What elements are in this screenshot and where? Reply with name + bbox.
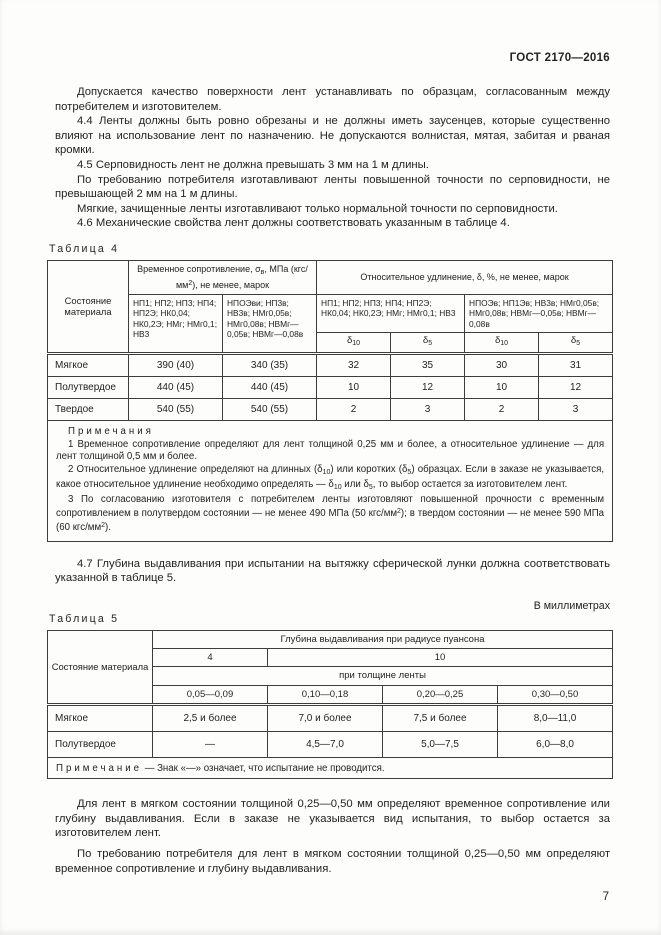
table5-units: В миллиметрах	[533, 599, 610, 612]
table4-delta10-header: $\delta_{10}$	[317, 332, 391, 353]
table4-value-cell: 10	[465, 376, 539, 398]
table5-row-soft	[48, 704, 613, 731]
paragraph-4-5a: По требованию потребителя изготавливают ленты повышенной точности по серповидности, не превышающей 2 мм на 1 м длины.	[55, 173, 610, 201]
paragraph-4-7: 4.7 Глубина выдавливания при испытании на вытяжку сферической лунки должна соответствовать указанной в таблице 5.	[55, 557, 610, 585]
table4-value-cell: 3	[539, 398, 613, 420]
table5-header-depth: Глубина выдавливания при радиусе пуансона	[153, 630, 613, 648]
table5-notes-row	[48, 757, 613, 778]
table4-notes-title: Примечания	[68, 425, 154, 437]
table4-value-cell: 12	[539, 376, 613, 398]
table4-note-1: 1 Временное сопротивление определяют для лент толщиной 0,25 мм и более, а относительное удлинение — для лент толщиной 0,5 мм и более.	[56, 439, 605, 463]
paragraph-4-4: 4.4 Ленты должны быть ровно обрезаны и не должны иметь заусенцев, которые существенно влияют на использование лент по назначению. Не допускаются волнистая, мятая, забитая и рваная кромки.	[55, 115, 610, 157]
table5-value-cell: 8,0—11,0	[498, 704, 613, 731]
table4-value-cell: 12	[391, 376, 465, 398]
table4-state-cell: Мягкое	[48, 353, 129, 376]
table4-marks-strength-2: НПОЭви; НП3в; НВ3в; НМг0,05в; НМг0,08в; НВМг—0,05в; НВМг—0,08в	[223, 294, 317, 353]
table5-radius-4: 4	[153, 649, 268, 667]
table5-value-cell: 4,5—7,0	[268, 731, 383, 757]
table4-header-state: Состояние материала	[48, 260, 129, 353]
table5	[47, 630, 613, 779]
table4-delta5-header: $\delta_5$	[539, 332, 613, 353]
table5-row-semihard	[48, 731, 613, 757]
table4-state-cell: Полутвердое	[48, 376, 129, 398]
table4-value-cell: 3	[391, 398, 465, 420]
table4-value-cell: 440 (45)	[223, 376, 317, 398]
table4-row-semihard	[48, 376, 613, 398]
table4-marks-strength-1: НП1; НП2; НП3; НП4; НП2Э; НК0,04; НК0,2Э; НМг; НМг0,1; НВ3	[129, 294, 223, 353]
paragraph-closing-2: По требованию потребителя для лент в мягком состоянии толщиной 0,25—0,50 мм определяют временное сопротивление и глубину выдавливания.	[55, 848, 610, 875]
table5-state-cell: Полутвердое	[48, 731, 153, 757]
table4-note-2: 2 Относительное удлинение определяют на длинных $(\delta_{10})$ или коротких $(\delta_5)$ образцах. Если в заказе не указывается, какое относительное удлинение необходимо определять — $\delta_{10}$ или $\delta_5$, то выбор остается за изготовителем лент.	[56, 463, 605, 491]
table5-radius-10: 10	[268, 649, 613, 667]
table5-value-cell: 7,5 и более	[383, 704, 498, 731]
table4	[47, 260, 613, 542]
table4-label: Таблица 4	[49, 242, 120, 255]
table4-row-hard	[48, 398, 613, 420]
table4-value-cell: 30	[465, 353, 539, 376]
paragraph-4-6: 4.6 Механические свойства лент должны соответствовать указанным в таблице 4.	[77, 217, 510, 230]
table4-header-strength: Временное сопротивление, $\sigma_в$, МПа $(кгс/мм^2)$, не менее, марок	[129, 260, 317, 294]
table5-thickness-range: 0,05—0,09	[153, 685, 268, 704]
table5-note	[48, 757, 613, 778]
paragraph-intro: Допускается качество поверхности лент устанавливать по образцам, согласованным между потребителем и изготовителем.	[55, 86, 610, 113]
table4-notes-row	[48, 420, 613, 541]
table4-value-cell: 2	[317, 398, 391, 420]
table5-header-row-1	[48, 630, 613, 648]
doc-number: ГОСТ 2170—2016	[509, 52, 610, 64]
table4-value-cell: 2	[465, 398, 539, 420]
table4-value-cell: 32	[317, 353, 391, 376]
paragraph-closing-1: Для лент в мягком состоянии толщиной 0,25—0,50 мм определяют временное сопротивление или глубину выдавливания. Если в заказе не указывается вид испытания, то выбор остается за изготовителем лент.	[55, 798, 610, 840]
table4-header-row-2	[48, 294, 613, 332]
table4-note-3: 3 По согласованию изготовителя с потребителем ленты изготовляют повышенной прочности с временным сопротивлением в полутвердом состоянии — не менее 490 МПа (50 кгс/$мм^2$); в твердом состоянии — не менее 590 МПа (60 кгс/$мм^2$).	[56, 493, 605, 534]
table5-value-cell: 2,5 и более	[153, 704, 268, 731]
table4-row-soft	[48, 353, 613, 376]
table5-thickness-label: при толщине ленты	[153, 667, 613, 685]
table5-thickness-range: 0,30—0,50	[498, 685, 613, 704]
table4-marks-elongation-1: НП1; НП2; НП3; НП4; НП2Э; НК0,04; НК0,2Э; НМг; НМг0,1; НВ3	[317, 294, 465, 332]
table4-marks-elongation-2: НПОЭв; НП1Эв; НВ3в; НМг0,05в; НМг0,08в; НВМг—0,05в; НВМг—0,08в	[465, 294, 613, 332]
table4-value-cell: 440 (45)	[129, 376, 223, 398]
table5-state-cell: Мягкое	[48, 704, 153, 731]
table4-value-cell: 31	[539, 353, 613, 376]
table4-delta5-header: $\delta_5$	[391, 332, 465, 353]
table4-value-cell: 340 (35)	[223, 353, 317, 376]
table5-note-title: Примечание	[56, 762, 143, 774]
table5-label: Таблица 5	[49, 612, 120, 625]
table4-notes	[48, 420, 613, 541]
page-number: 7	[602, 891, 609, 904]
paragraph-4-5b: Мягкие, зачищенные ленты изготавливают только нормальной точности по серповидности.	[77, 202, 558, 215]
table5-note-text: — Знак «—» означает, что испытание не проводится.	[144, 762, 385, 774]
table4-value-cell: 390 (40)	[129, 353, 223, 376]
table4-state-cell: Твердое	[48, 398, 129, 420]
table4-value-cell: 10	[317, 376, 391, 398]
table5-value-cell: 7,0 и более	[268, 704, 383, 731]
table5-header-state: Состояние материала	[48, 630, 153, 704]
table4-header-row-1	[48, 260, 613, 294]
table5-thickness-range: 0,20—0,25	[383, 685, 498, 704]
table5-thickness-range: 0,10—0,18	[268, 685, 383, 704]
table5-value-cell: —	[153, 731, 268, 757]
table5-value-cell: 5,0—7,5	[383, 731, 498, 757]
table4-header-elongation: Относительное удлинение, δ, %, не менее, марок	[317, 260, 613, 294]
paragraph-4-5: 4.5 Серповидность лент не должна превышать 3 мм на 1 м длины.	[77, 158, 429, 171]
table5-value-cell: 6,0—8,0	[498, 731, 613, 757]
table4-value-cell: 35	[391, 353, 465, 376]
table4-delta10-header: $\delta_{10}$	[465, 332, 539, 353]
table4-value-cell: 540 (55)	[129, 398, 223, 420]
table4-value-cell: 540 (55)	[223, 398, 317, 420]
